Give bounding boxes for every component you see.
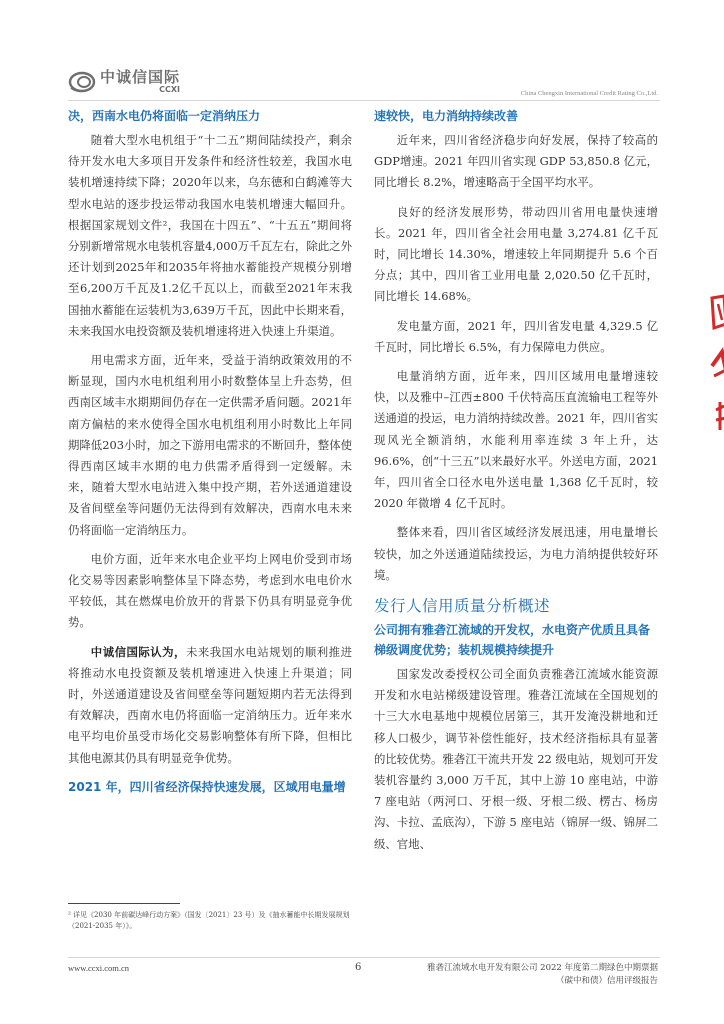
footer-divider (68, 957, 660, 958)
footnote: ² 详见《2030 年前碳达峰行动方案》（国发〔2021〕23 号）及《抽水蓄能中长期发展规划（2021-2035 年）》。 (68, 911, 350, 930)
ccxi-logo-icon (68, 70, 98, 94)
right-column (374, 104, 658, 863)
right-subheading-continued: 速较快，电力消纳持续改善 (374, 109, 519, 123)
paragraph-power-absorption: 电量消纳方面，近年来，四川区域用电量增速较快，以及雅中–江西±800 千伏特高压直流输电工程等外送通道的投运，电力消纳持续改善。2021 年，四川省实现风光全额消纳，水能利用率连续 3 年上升，达 96.6%，创“十三五”以来最好水平。外送电方面，2021 年，四川省全口径水电外送电量 1,368 亿千瓦时，较 2020 年微增 4 亿千瓦时。 (374, 369, 658, 511)
paragraph-electricity-price: 电价方面，近年来水电企业平均上网电价受到市场化交易等因素影响整体呈下降态势，考虑到水电电价水平较低，其在燃煤电价放开的背景下仍具有明显竞争优势。 (68, 551, 352, 630)
paragraph-electricity-consumption: 良好的经济发展形势，带动四川省用电量快速增长。2021 年，四川省全社会用电量 3,274.81 亿千瓦时，同比增长 14.30%，增速较上年同期提升 5.6 个百分点；其中，四川省工业用电量 2,020.50 亿千瓦时，同比增长 14.68%。 (374, 204, 658, 304)
seal-stamp-icon (706, 290, 724, 440)
logo-chinese-name: 中诚信国际 (100, 68, 181, 86)
ccxi-opinion-text: 未来我国水电站规划的顺利推进将推动水电投资额及装机增速进入快速上升渠道；同时，外送通道建设及省间壁垒等问题短期内若无法得到有效解决，西南水电仍将面临一定消纳压力。近年来水电平均电价虽受市场化交易影响整体有所下降，但相比其他电源其仍具有明显竞争优势。 (68, 644, 352, 765)
paragraph-installed-capacity: 随着大型水电机组于“十二五”期间陆续投产，剩余待开发水电大多项目开发条件和经济性较差，我国水电装机增速持续下降；2020年以来，乌东德和白鹤滩等大型水电站的逐步投运带动我国水电装机增速大幅回升。根据国家规划文件²，我国在十四五”、“十五五”期间将分别新增常规水电装机容量4,000万千瓦左右，除此之外还计划到2025年和2035年将抽水蓄能投产规模分别增至6,200万千瓦及1.2亿千瓦以上，而截至2021年末我国抽水蓄能在运装机为3,639万千瓦，因此中长期来看，未来我国水电投资额及装机增速将进入快速上升渠道。 (68, 133, 352, 338)
ccxi-opinion-lead: 中诚信国际认为， (90, 644, 186, 659)
footer-report-title-line2: （碳中和债）信用评级报告 (555, 976, 658, 986)
section-heading-credit-quality: 发行人信用质量分析概述 (374, 597, 551, 616)
left-column (68, 104, 352, 801)
company-english-name: China Chengxin International Credit Rating Co.,Ltd. (520, 90, 658, 97)
header-divider (68, 100, 660, 101)
paragraph-ccxi-opinion (68, 642, 352, 769)
subheading-yalong-river: 公司拥有雅砻江流域的开发权，水电资产优质且具备梯级调度优势；装机规模持续提升 (374, 623, 651, 658)
left-subheading-sichuan: 2021 年，四川省经济保持快速发展，区域用电量增 (68, 779, 346, 794)
logo-english-name: CCXI (159, 85, 181, 94)
paragraph-power-generation: 发电量方面，2021 年，四川省发电量 4,329.5 亿千瓦时，同比增长 6.5%，有力保障电力供应。 (374, 318, 658, 354)
left-subheading-continued: 决，西南水电仍将面临一定消纳压力 (68, 109, 261, 123)
ccxi-logo (68, 70, 180, 94)
footer-report-title-line1: 雅砻江流域水电开发有限公司 2022 年度第二期绿色中期票据 (426, 963, 658, 973)
page-header (0, 0, 724, 100)
footnote-divider (68, 903, 180, 904)
paragraph-yalong-development: 国家发改委授权公司全面负责雅砻江流域水能资源开发和水电站梯级建设管理。雅砻江流域在全国规划的十三大水电基地中规模位居第三，其开发淹没耕地和迁移人口极少，调节补偿性能好，技术经济指标具有显著的比较优势。雅砻江干流共开发 22 级电站，规划可开发装机容量约 3,000 万千瓦，其中上游 10 座电站，中游 7 座电站（两河口、牙根一级、牙根二级、楞古、杨房沟、卡拉、孟底沟），下游 5 座电站（锦屏一级、锦屏二级、官地、 (374, 667, 658, 851)
paragraph-power-demand: 用电需求方面，近年来，受益于消纳政策效用的不断显现，国内水电机组利用小时数整体呈上升态势，但西南区域丰水期期间仍存在一定供需矛盾问题。2021年南方偏枯的来水使得全国水电机组利用小时数比上年同期降低203小时，加之下游用电需求的不断回升，整体使得西南区域丰水期的电力供需矛盾得到一定缓解。未来，随着大型水电站进入集中投产期，若外送通道建设及省间壁垒等问题仍无法得到有效解决，西南水电未来仍将面临一定消纳压力。 (68, 353, 352, 537)
page-number: 6 (355, 962, 362, 973)
footer-website: www.ccxi.com.cn (68, 963, 130, 973)
footer-report-title (418, 962, 658, 988)
paragraph-sichuan-gdp: 近年来，四川省经济稳步向好发展，保持了较高的GDP增速。2021 年四川省实现 GDP 53,850.8 亿元，同比增长 8.2%，增速略高于全国平均水平。 (374, 133, 658, 190)
paragraph-overall-view: 整体来看，四川省区域经济发展迅速，用电量增长较快，加之外送通道陆续投运，为电力消纳提供较好环境。 (374, 525, 658, 582)
